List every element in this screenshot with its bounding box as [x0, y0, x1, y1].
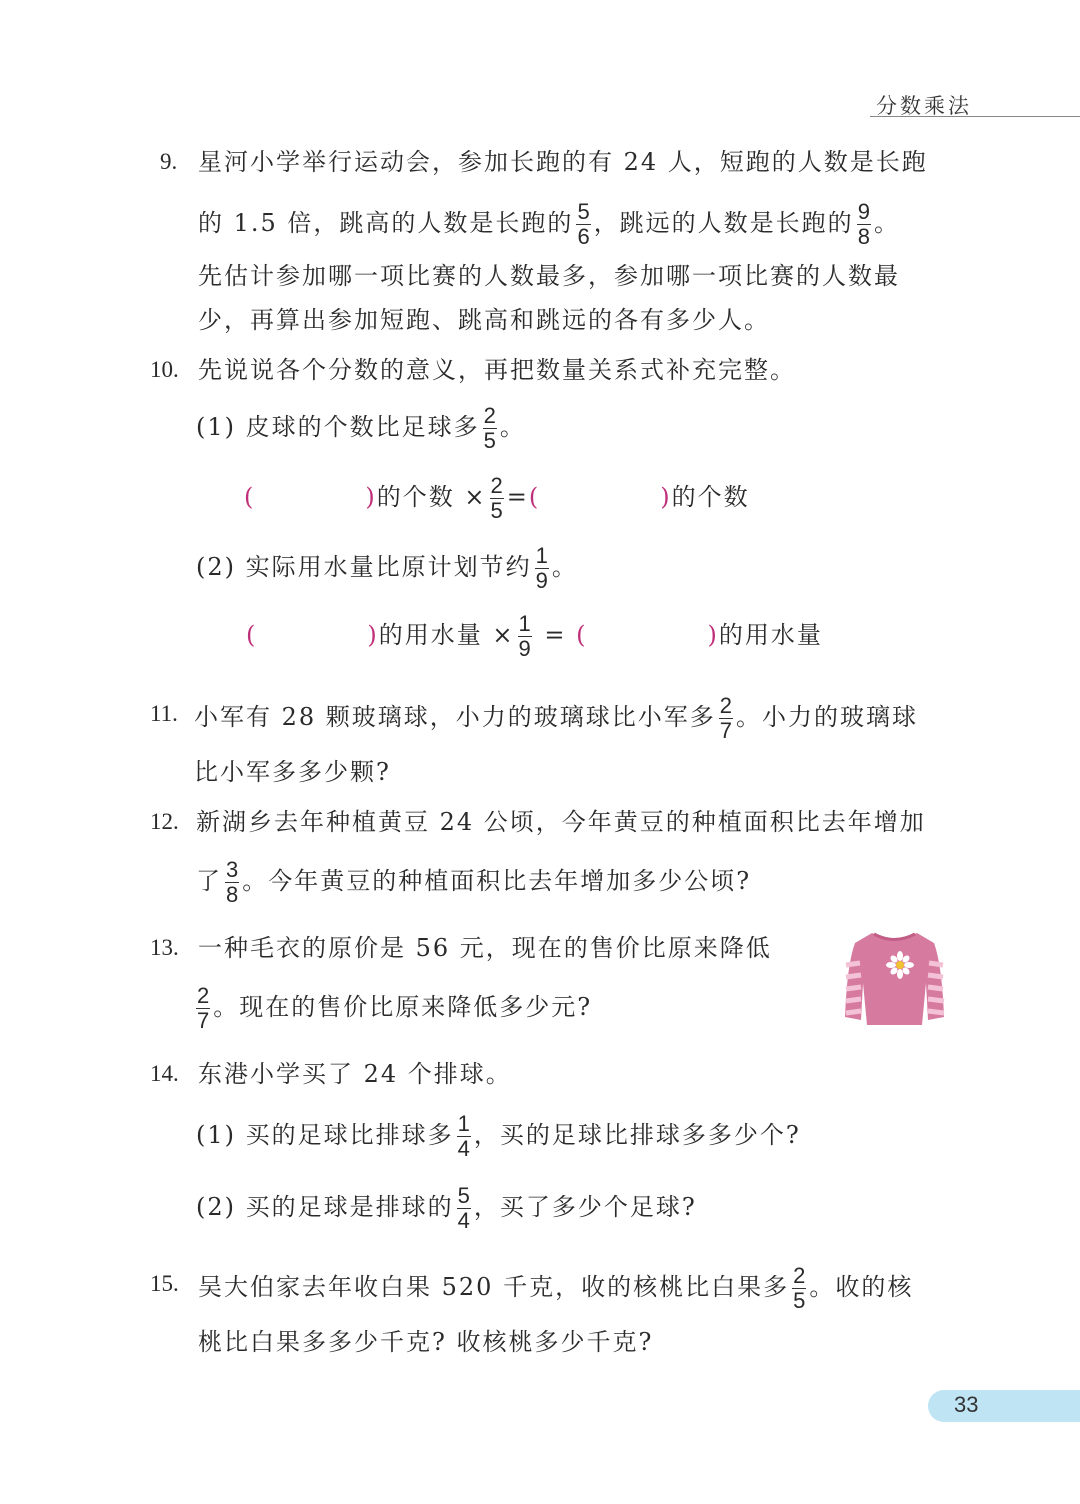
problem-15-text-a: 吴大伯家去年收白果 520 千克，收的核桃比白果多 — [198, 1273, 790, 1301]
numerator: 9 — [857, 199, 870, 224]
denominator: 4 — [457, 1208, 470, 1233]
sub-question-end: 。 — [551, 553, 578, 581]
numerator: 5 — [457, 1183, 470, 1208]
problem-14-number: 14. — [150, 1061, 179, 1086]
blank-close-paren: ) — [707, 621, 719, 649]
numerator: 2 — [483, 403, 496, 428]
problem-11-text-b: 。小力的玻璃球 — [736, 703, 919, 731]
problem-13-text-b: 。现在的售价比原来降低多少元? — [213, 993, 593, 1021]
denominator: 8 — [226, 882, 239, 907]
blank-close-paren: ) — [365, 483, 377, 511]
problem-10-sub-2 — [196, 544, 578, 593]
equation-text: 的个数 — [671, 483, 750, 511]
fraction — [535, 544, 549, 593]
equals-sign: = — [506, 483, 529, 511]
denominator: 7 — [197, 1008, 210, 1033]
problem-13-line-2 — [196, 984, 592, 1033]
denominator: 4 — [457, 1136, 470, 1161]
fraction — [792, 1264, 806, 1313]
problem-12-text-b: 。今年黄豆的种植面积比去年增加多少公顷? — [242, 867, 752, 895]
pink-sweater-image — [842, 925, 947, 1035]
fraction — [490, 474, 504, 523]
blank-open-paren: ( — [576, 621, 588, 649]
problem-11-text-a: 小军有 28 颗玻璃球，小力的玻璃球比小军多 — [194, 703, 716, 731]
problem-12-text-a: 了 — [196, 867, 222, 895]
blank-close-paren: ) — [660, 483, 672, 511]
sub-question-text: (1) 买的足球比排球多 — [196, 1121, 454, 1149]
problem-9-text-a: 的 1.5 倍，跳高的人数是长跑的 — [198, 209, 574, 237]
equation-2 — [246, 612, 823, 661]
numerator: 2 — [719, 693, 733, 718]
problem-9-line-2 — [198, 200, 900, 249]
blank-open-paren: ( — [246, 621, 258, 649]
sub-question-text: (2) 买的足球是排球的 — [196, 1193, 454, 1221]
problem-11-line-1 — [194, 694, 918, 743]
numerator: 2 — [490, 473, 503, 498]
problem-12-number: 12. — [150, 809, 179, 834]
numerator: 3 — [226, 857, 239, 882]
blank-close-paren: ) — [367, 621, 379, 649]
sub-question-text: (1) 皮球的个数比足球多 — [196, 413, 480, 441]
problem-15-number: 15. — [150, 1271, 179, 1296]
denominator: 8 — [857, 224, 870, 249]
fraction — [518, 612, 532, 661]
problem-14-sub-1 — [196, 1112, 801, 1161]
equation-text: 的用水量 — [718, 621, 823, 649]
problem-10-line-1: 先说说各个分数的意义，再把数量关系式补充完整。 — [198, 356, 796, 384]
problem-9-line-4: 少，再算出参加短跑、跳高和跳远的各有多少人。 — [198, 306, 770, 334]
fraction — [457, 1112, 471, 1161]
problem-14-line-1: 东港小学买了 24 个排球。 — [198, 1060, 512, 1088]
equation-text: 的用水量 × — [378, 621, 515, 649]
problem-15-line-1 — [198, 1264, 913, 1313]
numerator: 2 — [793, 1263, 806, 1288]
denominator: 5 — [490, 498, 503, 523]
numerator: 1 — [535, 543, 548, 568]
blank-open-paren: ( — [528, 483, 541, 511]
fraction — [196, 984, 210, 1033]
fraction — [719, 694, 733, 743]
problem-10-number: 10. — [150, 357, 179, 382]
sub-question-end: ，买的足球比排球多多少个? — [473, 1121, 801, 1149]
problem-9-text-b: ，跳远的人数是长跑的 — [593, 209, 854, 237]
chapter-title: 分数乘法 — [876, 94, 972, 118]
problem-12-line-1: 新湖乡去年种植黄豆 24 公顷，今年黄豆的种植面积比去年增加 — [196, 808, 926, 836]
denominator: 5 — [483, 428, 496, 453]
page-number-tab — [928, 1390, 1080, 1422]
equation-1 — [244, 474, 750, 523]
problem-15-line-2: 桃比白果多多少千克? 收核桃多少千克? — [198, 1328, 654, 1356]
problem-15-text-b: 。收的核 — [809, 1273, 914, 1301]
fraction — [457, 1184, 471, 1233]
denominator: 6 — [577, 224, 590, 249]
problem-14-sub-2 — [196, 1184, 697, 1233]
sub-question-end: ，买了多少个足球? — [473, 1193, 697, 1221]
problem-10-sub-1 — [196, 404, 526, 453]
problem-9-number: 9. — [160, 149, 178, 174]
sub-question-text: (2) 实际用水量比原计划节约 — [196, 553, 532, 581]
sub-question-end: 。 — [499, 413, 526, 441]
denominator: 5 — [793, 1288, 806, 1313]
problem-13-line-1: 一种毛衣的原价是 56 元，现在的售价比原来降低 — [198, 934, 772, 962]
equation-text: 的个数 × — [376, 483, 487, 511]
fraction — [225, 858, 239, 907]
running-header — [870, 88, 1080, 117]
numerator: 1 — [457, 1111, 470, 1136]
problem-11-number: 11. — [150, 701, 178, 726]
problem-12-line-2 — [196, 858, 751, 907]
fraction — [483, 404, 497, 453]
problem-9-text-c: 。 — [873, 209, 900, 237]
denominator: 9 — [535, 568, 548, 593]
equals-sign: = — [534, 621, 577, 649]
problem-11-line-2: 比小军多多少颗? — [194, 758, 391, 786]
problem-9-line-1: 星河小学举行运动会，参加长跑的有 24 人，短跑的人数是长跑 — [198, 148, 928, 176]
problem-13-number: 13. — [150, 935, 179, 960]
blank-open-paren: ( — [244, 483, 256, 511]
numerator: 1 — [518, 611, 531, 636]
numerator: 5 — [577, 199, 590, 224]
denominator: 9 — [518, 636, 531, 661]
numerator: 2 — [197, 983, 210, 1008]
fraction — [857, 200, 871, 249]
denominator: 7 — [719, 718, 733, 743]
fraction — [576, 200, 590, 249]
problem-9-line-3: 先估计参加哪一项比赛的人数最多，参加哪一项比赛的人数最 — [198, 262, 900, 290]
page-number: 33 — [954, 1392, 979, 1417]
